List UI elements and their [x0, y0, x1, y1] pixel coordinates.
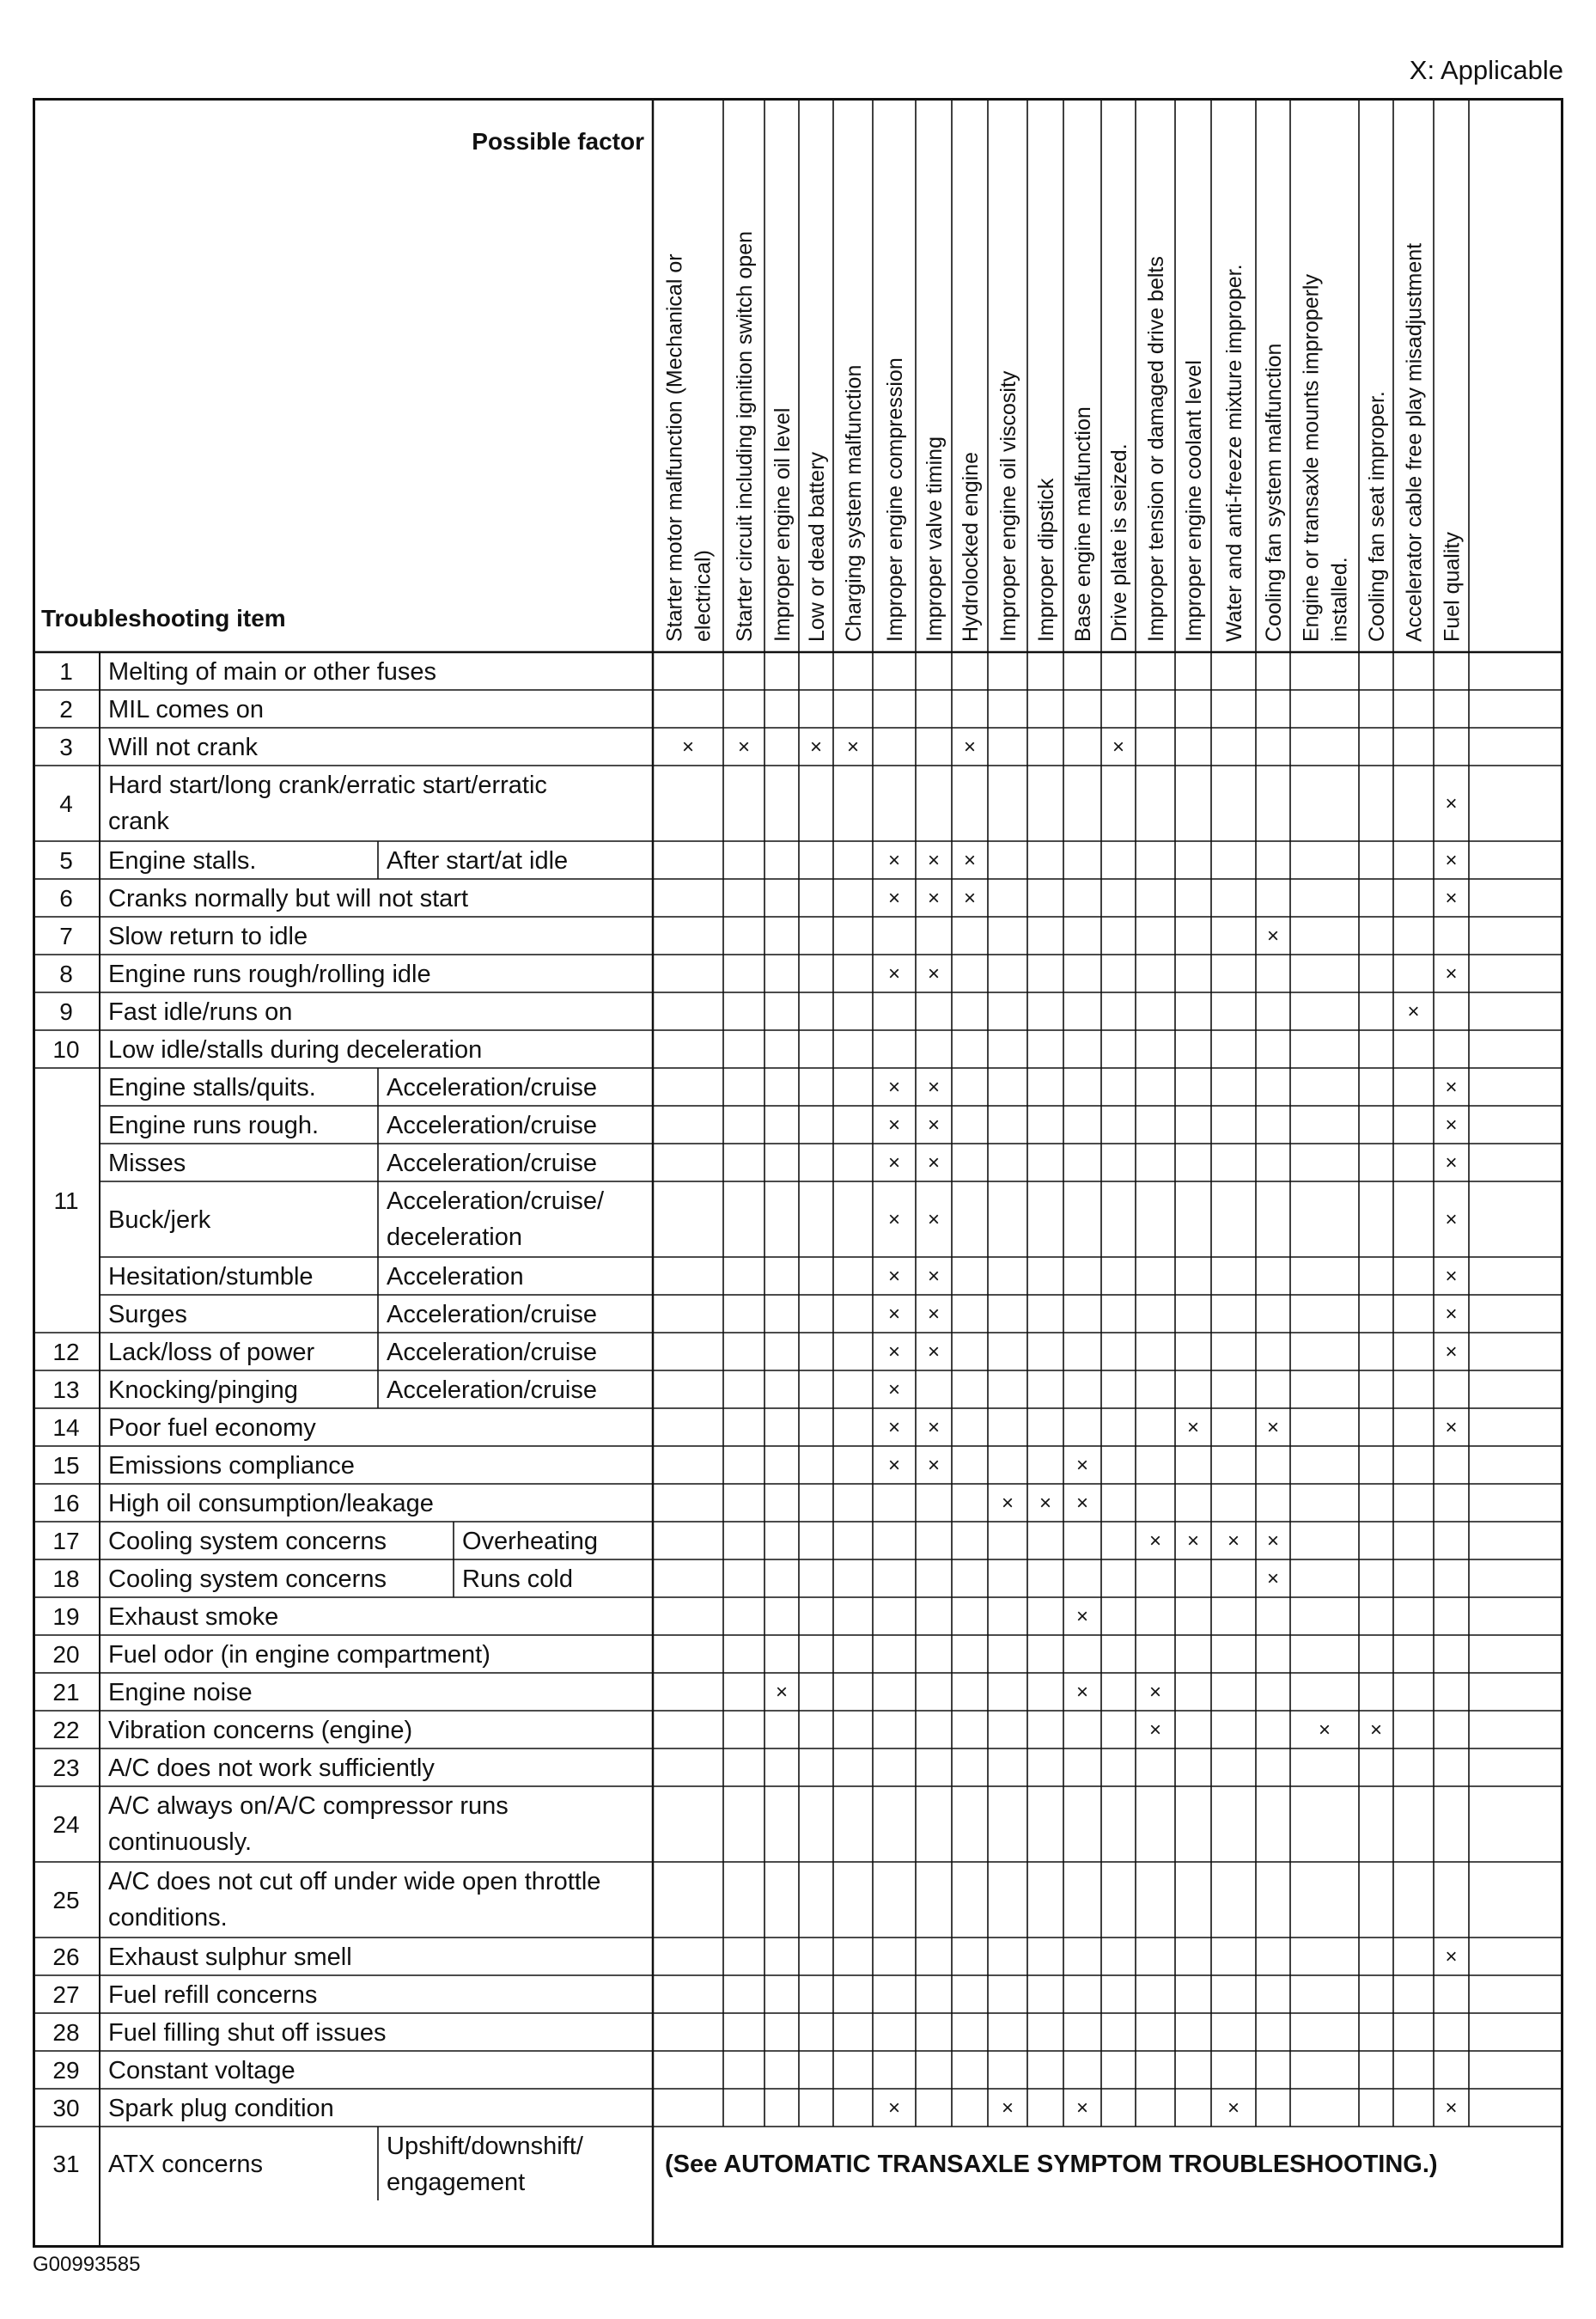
troubleshooting-item: Will not crank [108, 734, 259, 761]
condition: Runs cold [462, 1565, 573, 1593]
row-number: 18 [52, 1565, 80, 1592]
applicable-mark: × [927, 1340, 941, 1364]
troubleshooting-item: Misses [108, 1150, 186, 1177]
applicable-mark: × [887, 1151, 901, 1175]
applicable-mark: × [887, 849, 901, 872]
applicable-mark: × [1445, 1945, 1458, 1968]
troubleshooting-item: Lack/loss of power [108, 1339, 315, 1366]
troubleshooting-item: MIL comes on [108, 696, 265, 723]
applicable-mark: × [1445, 849, 1458, 872]
row-number: 20 [52, 1641, 80, 1668]
factor-header-12: Drive plate is seized. [1107, 443, 1131, 642]
applicable-mark: × [887, 962, 901, 986]
row-number: 6 [59, 885, 73, 912]
applicable-mark: × [927, 1076, 941, 1099]
applicable-mark: × [1001, 1492, 1014, 1515]
row-number: 11 [53, 1187, 79, 1214]
troubleshooting-item: Engine runs rough. [108, 1112, 320, 1139]
row-number: 30 [52, 2095, 80, 2121]
troubleshooting-item: Low idle/stalls during deceleration [108, 1036, 483, 1064]
applicable-mark: × [963, 849, 977, 872]
applicable-mark: × [1266, 925, 1280, 948]
applicable-mark: × [1266, 1567, 1280, 1590]
applicable-mark: × [927, 962, 941, 986]
applicable-mark: × [927, 1114, 941, 1137]
troubleshooting-item: Emissions compliance [108, 1452, 355, 1480]
possible-factor-label: Possible factor [472, 128, 644, 155]
factor-header-1: Starter motor malfunction (Mechanical or [662, 253, 687, 642]
row-number: 29 [52, 2057, 80, 2084]
condition: After start/at idle [387, 847, 569, 875]
applicable-mark: × [927, 1416, 941, 1439]
applicable-mark: × [1148, 1718, 1162, 1742]
applicable-mark: × [963, 735, 977, 759]
row-number: 14 [52, 1414, 80, 1441]
applicable-mark: × [1318, 1718, 1331, 1742]
applicable-mark: × [1148, 1529, 1162, 1553]
troubleshooting-item: Constant voltage [108, 2057, 295, 2084]
troubleshooting-item: Poor fuel economy [108, 1414, 316, 1442]
troubleshooting-item: continuously. [108, 1828, 253, 1856]
troubleshooting-item: A/C always on/A/C compressor runs [108, 1792, 509, 1820]
factor-header-4: Low or dead battery [805, 452, 829, 642]
troubleshooting-item: Vibration concerns (engine) [108, 1717, 413, 1744]
applicable-mark: × [775, 1681, 789, 1704]
condition: engagement [387, 2169, 526, 2196]
condition: Acceleration/cruise [387, 1301, 597, 1328]
applicable-mark: × [1445, 962, 1458, 986]
applicable-mark: × [887, 1303, 901, 1326]
applicable-mark: × [887, 1416, 901, 1439]
condition: Acceleration/cruise [387, 1112, 597, 1139]
applicable-mark: × [927, 1265, 941, 1288]
condition: Acceleration/cruise [387, 1150, 597, 1177]
applicable-mark: × [887, 1265, 901, 1288]
applicable-mark: × [809, 735, 823, 759]
applicable-mark: × [1075, 1605, 1089, 1628]
troubleshooting-item: Spark plug condition [108, 2095, 334, 2122]
troubleshooting-item: Cranks normally but will not start [108, 885, 469, 912]
row-number: 27 [52, 1981, 80, 2008]
troubleshooting-item: Hard start/long crank/erratic start/erratic [108, 772, 547, 799]
factor-header-19: Accelerator cable free play misadjustment [1402, 242, 1427, 642]
troubleshooting-item: Fuel odor (in engine compartment) [108, 1641, 490, 1669]
applicable-mark: × [1445, 2096, 1458, 2120]
troubleshooting-item: Surges [108, 1301, 187, 1328]
applicable-mark: × [887, 887, 901, 910]
applicable-mark: × [1039, 1492, 1052, 1515]
factor-header-3: Improper engine oil level [771, 407, 795, 642]
row-number: 19 [52, 1603, 80, 1630]
table-frame [34, 100, 1562, 2247]
applicable-mark: × [1075, 1492, 1089, 1515]
row-number: 1 [59, 658, 73, 685]
applicable-mark: × [927, 1454, 941, 1477]
factor-header-18: Cooling fan seat improper. [1365, 391, 1389, 642]
applicable-mark: × [1266, 1529, 1280, 1553]
row-number: 21 [52, 1679, 80, 1706]
troubleshooting-item: Cooling system concerns [108, 1565, 387, 1593]
applicable-mark: × [887, 1454, 901, 1477]
applicable-mark: × [927, 849, 941, 872]
condition: Acceleration/cruise [387, 1376, 597, 1404]
figure-code: G00993585 [33, 2253, 141, 2276]
applicable-mark: × [1001, 2096, 1014, 2120]
applicable-mark: × [1445, 1265, 1458, 1288]
factor-header-5: Charging system malfunction [842, 364, 866, 642]
troubleshooting-item: Fuel refill concerns [108, 1981, 318, 2009]
applicable-mark: × [1445, 1208, 1458, 1231]
row-number: 28 [52, 2019, 80, 2046]
condition: Acceleration/cruise/ [387, 1187, 605, 1215]
factor-header-14: Improper engine coolant level [1182, 360, 1206, 642]
row-number: 8 [59, 961, 73, 987]
troubleshooting-item: crank [108, 808, 169, 835]
factor-header-1: electrical) [691, 550, 716, 642]
applicable-mark: × [1445, 1114, 1458, 1137]
row-number: 17 [52, 1528, 80, 1554]
applicable-mark: × [1186, 1416, 1200, 1439]
factor-header-11: Base engine malfunction [1071, 406, 1095, 642]
applicable-mark: × [887, 1340, 901, 1364]
factor-header-20: Fuel quality [1440, 532, 1465, 642]
troubleshooting-item: A/C does not cut off under wide open throttle [108, 1868, 601, 1895]
applicable-mark: × [1075, 1681, 1089, 1704]
row-number: 16 [52, 1490, 80, 1517]
troubleshooting-item-label: Troubleshooting item [41, 605, 286, 632]
factor-header-15: Water and anti-freeze mixture improper. [1222, 264, 1246, 642]
applicable-mark: × [927, 1151, 941, 1175]
row-number: 26 [52, 1944, 80, 1970]
row-number: 5 [59, 847, 73, 874]
troubleshooting-item: High oil consumption/leakage [108, 1490, 434, 1517]
applicable-mark: × [1112, 735, 1125, 759]
applicable-mark: × [1369, 1718, 1383, 1742]
row-number: 10 [52, 1036, 80, 1063]
applicable-mark: × [887, 2096, 901, 2120]
factor-header-2: Starter circuit including ignition switch open [733, 230, 757, 642]
troubleshooting-item: Melting of main or other fuses [108, 658, 437, 686]
applicable-mark: × [1445, 792, 1458, 815]
condition: Acceleration/cruise [387, 1074, 597, 1102]
applicable-mark: × [887, 1114, 901, 1137]
troubleshooting-item: Engine stalls. [108, 847, 257, 875]
row-number: 31 [52, 2151, 80, 2177]
applicable-mark: × [681, 735, 695, 759]
factor-header-13: Improper tension or damaged drive belts [1144, 256, 1168, 642]
applicable-mark: × [1445, 887, 1458, 910]
applicable-mark: × [1227, 1529, 1240, 1553]
row-number: 23 [52, 1755, 80, 1781]
applicable-mark: × [927, 1303, 941, 1326]
factor-header-10: Improper dipstick [1034, 478, 1058, 642]
factor-header-6: Improper engine compression [883, 357, 907, 642]
troubleshooting-item: Knocking/pinging [108, 1376, 298, 1404]
troubleshooting-item: Exhaust sulphur smell [108, 1944, 352, 1971]
applicable-mark: × [1186, 1529, 1200, 1553]
troubleshooting-item: Engine runs rough/rolling idle [108, 961, 431, 988]
factor-header-17: installed. [1327, 557, 1352, 642]
troubleshooting-item: Fuel filling shut off issues [108, 2019, 387, 2047]
applicable-mark: × [846, 735, 860, 759]
troubleshooting-item: conditions. [108, 1904, 228, 1931]
applicable-mark: × [1445, 1340, 1458, 1364]
applicable-mark: × [927, 887, 941, 910]
factor-header-7: Improper valve timing [923, 436, 947, 642]
applicable-mark: × [1445, 1076, 1458, 1099]
row-number: 22 [52, 1717, 80, 1743]
applicable-mark: × [887, 1076, 901, 1099]
row-number: 12 [52, 1339, 80, 1365]
condition: deceleration [387, 1224, 522, 1251]
factor-header-8: Hydrolocked engine [959, 452, 983, 642]
troubleshooting-item: Buck/jerk [108, 1206, 211, 1234]
troubleshooting-table [33, 98, 1563, 2248]
condition: Acceleration/cruise [387, 1339, 597, 1366]
see-note: (See AUTOMATIC TRANSAXLE SYMPTOM TROUBLESHOOTING.) [665, 2151, 1438, 2178]
applicable-mark: × [887, 1378, 901, 1401]
applicable-mark: × [963, 887, 977, 910]
troubleshooting-item: Engine noise [108, 1679, 253, 1706]
applicable-mark: × [1227, 2096, 1240, 2120]
troubleshooting-item: ATX concerns [108, 2151, 263, 2178]
applicable-mark: × [1075, 1454, 1089, 1477]
troubleshooting-item: Cooling system concerns [108, 1528, 387, 1555]
applicable-mark: × [737, 735, 751, 759]
condition: Overheating [462, 1528, 598, 1555]
row-number: 24 [52, 1811, 80, 1838]
applicable-mark: × [1075, 2096, 1089, 2120]
row-number: 13 [52, 1376, 80, 1403]
applicable-mark: × [1445, 1151, 1458, 1175]
row-number: 3 [59, 734, 73, 760]
condition: Acceleration [387, 1263, 524, 1291]
troubleshooting-item: Fast idle/runs on [108, 998, 293, 1026]
condition: Upshift/downshift/ [387, 2133, 583, 2160]
applicable-mark: × [927, 1208, 941, 1231]
applicable-mark: × [1445, 1416, 1458, 1439]
troubleshooting-item: Slow return to idle [108, 923, 308, 950]
applicable-mark: × [1266, 1416, 1280, 1439]
row-number: 4 [59, 790, 73, 817]
applicable-mark: × [1445, 1303, 1458, 1326]
row-number: 15 [52, 1452, 80, 1479]
row-number: 7 [59, 923, 73, 949]
row-number: 9 [59, 998, 73, 1025]
factor-header-9: Improper engine oil viscosity [996, 370, 1020, 642]
factor-header-16: Cooling fan system malfunction [1262, 343, 1286, 642]
applicable-mark: × [887, 1208, 901, 1231]
legend: X: Applicable [1409, 55, 1563, 85]
applicable-mark: × [1148, 1681, 1162, 1704]
troubleshooting-item: A/C does not work sufficiently [108, 1755, 435, 1782]
troubleshooting-item: Exhaust smoke [108, 1603, 279, 1631]
applicable-mark: × [1407, 1000, 1420, 1023]
factor-header-17: Engine or transaxle mounts improperly [1299, 274, 1324, 642]
troubleshooting-item: Engine stalls/quits. [108, 1074, 316, 1102]
troubleshooting-item: Hesitation/stumble [108, 1263, 314, 1291]
row-number: 25 [52, 1887, 80, 1913]
row-number: 2 [59, 696, 73, 723]
